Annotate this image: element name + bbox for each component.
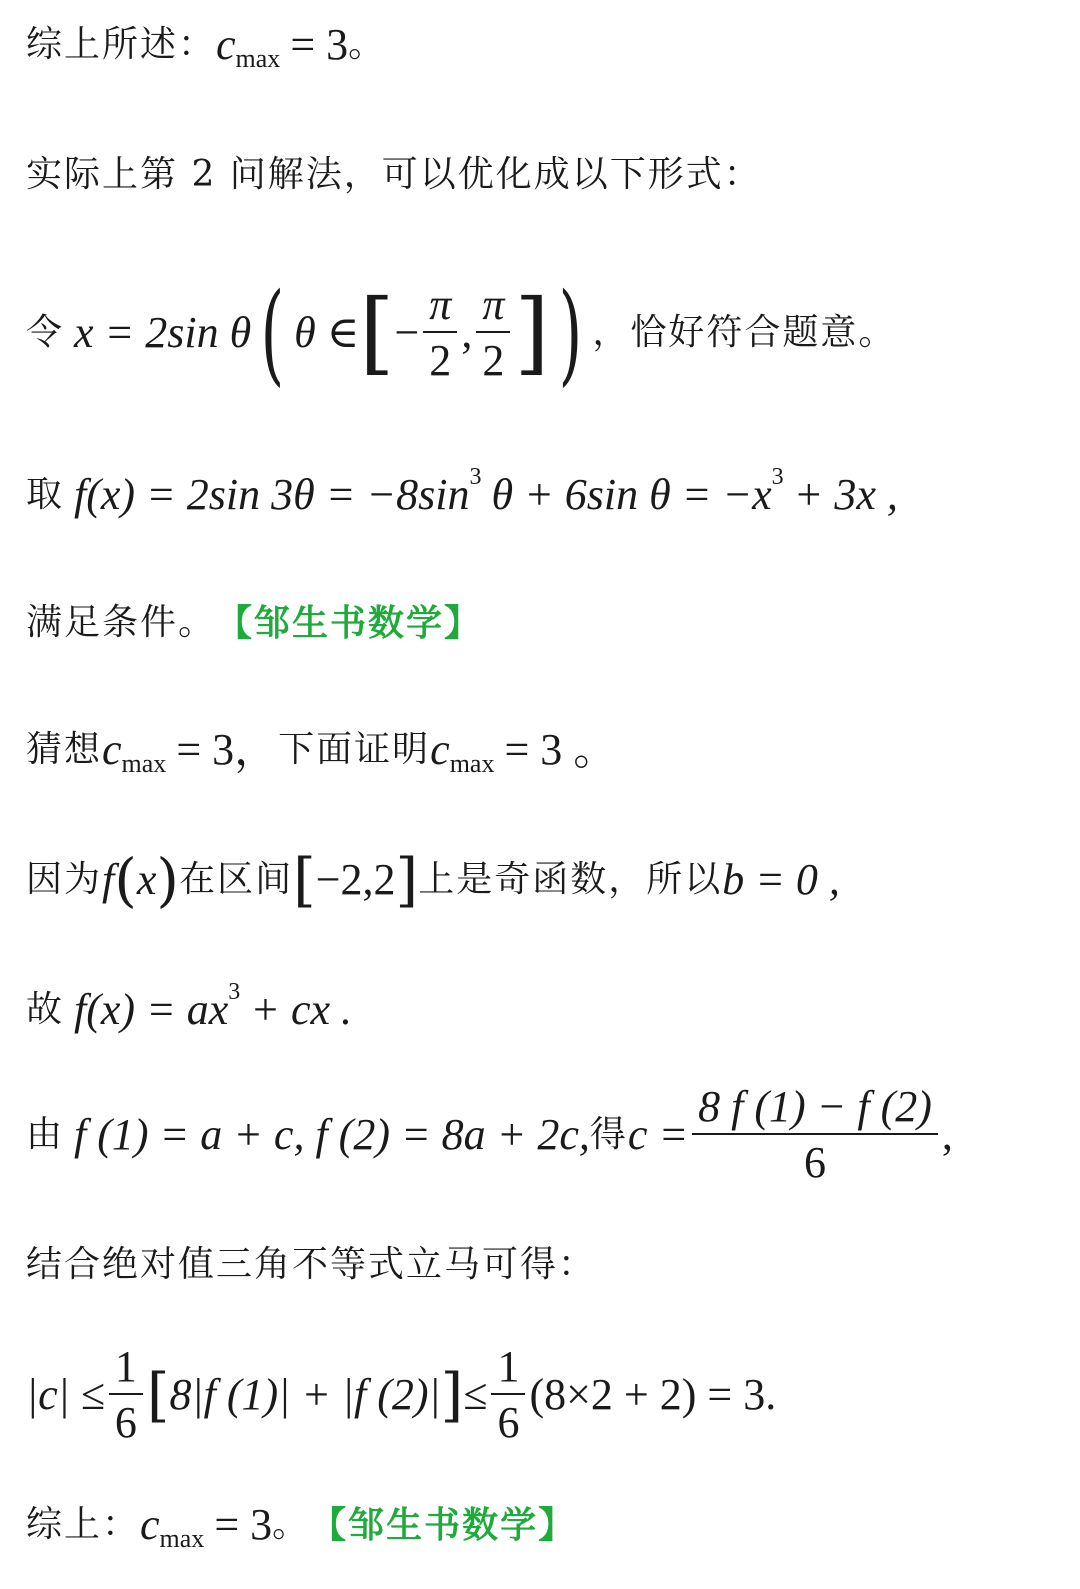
pi-over-2: $\frac{\pi}{2}$: [476, 283, 510, 383]
solve-c-line: 由 f (1) = a + c, f (2) = 8a + 2c, 得 c = $\frac{8 f (1) - f (2)}{6}$ ,: [26, 1082, 953, 1187]
cubic-form: 故 f(x) = ax 3 + cx .: [26, 979, 353, 1034]
inequality-line: |c| ≤ $\frac{1}{6}$ [ 8|f (1)| + |f (2)| ] ≤ $\frac{1}{6}$ (8×2 + 2) = 3.: [26, 1342, 777, 1447]
final-conclusion: 综上： c max = 3 。 【邹生书数学】: [26, 1500, 577, 1553]
conclusion-line: 综上所述： c max = 3 。: [26, 20, 387, 73]
pi-over-2-neg: $\frac{\pi}{2}$: [423, 283, 457, 383]
function-definition: 取 f(x) = 2sin 3θ = −8sin 3 θ + 6sin θ = −x 3 + 3x ,: [26, 464, 898, 519]
watermark-tag-final: 【邹生书数学】: [310, 1504, 577, 1546]
conjecture-line: 猜想 c max = 3， 下面证明 c max = 3 。: [26, 724, 618, 778]
one-sixth-b: $\frac{1}{6}$: [491, 1345, 525, 1445]
condition-satisfied: 满足条件。 【邹生书数学】: [26, 602, 483, 644]
one-sixth-a: $\frac{1}{6}$: [109, 1345, 143, 1445]
watermark-tag: 【邹生书数学】: [216, 602, 483, 644]
substitution-line: 令 x = 2sin θ ( θ ∈ [ − $\frac{\pi}{2}$ , $\frac{\pi}{2}$ ] ) ，恰好符合题意。: [26, 268, 897, 397]
c-fraction: $\frac{8 f (1) - f (2)}{6}$: [692, 1085, 938, 1185]
optimize-intro: 实际上第 2 问解法，可以优化成以下形式：: [26, 154, 762, 195]
inequality-intro: 结合绝对值三角不等式立马可得：: [26, 1244, 597, 1285]
odd-function-line: 因为 f ( x ) 在区间 [ −2,2 ] 上是奇函数，所以 b = 0 ,: [26, 846, 840, 914]
